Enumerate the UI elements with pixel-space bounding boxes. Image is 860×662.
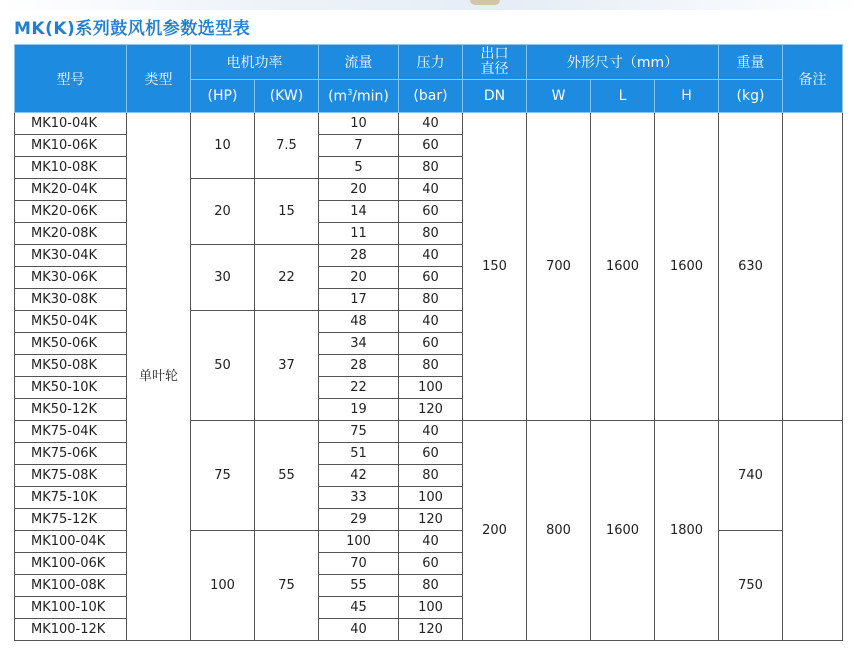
flow-cell: 19 [319, 399, 399, 421]
model-cell: MK20-08K [15, 223, 127, 245]
hp-cell: 75 [191, 421, 255, 531]
flow-cell: 100 [319, 531, 399, 553]
flow-cell: 20 [319, 267, 399, 289]
model-cell: MK30-04K [15, 245, 127, 267]
model-cell: MK75-06K [15, 443, 127, 465]
flow-cell: 7 [319, 135, 399, 157]
kw-cell: 22 [255, 245, 319, 311]
flow-cell: 20 [319, 179, 399, 201]
type-cell: 单叶轮 [127, 113, 191, 641]
model-cell: MK75-04K [15, 421, 127, 443]
pressure-cell: 40 [399, 179, 463, 201]
flow-cell: 29 [319, 509, 399, 531]
header-w: W [527, 80, 591, 113]
flow-cell: 75 [319, 421, 399, 443]
flow-cell: 17 [319, 289, 399, 311]
hp-cell: 50 [191, 311, 255, 421]
flow-cell: 45 [319, 597, 399, 619]
pressure-cell: 80 [399, 157, 463, 179]
header-bar: (bar) [399, 80, 463, 113]
hp-cell: 30 [191, 245, 255, 311]
flow-cell: 10 [319, 113, 399, 135]
kw-cell: 55 [255, 421, 319, 531]
model-cell: MK100-04K [15, 531, 127, 553]
h-cell: 1600 [655, 113, 719, 421]
flow-cell: 42 [319, 465, 399, 487]
model-cell: MK50-08K [15, 355, 127, 377]
flow-cell: 51 [319, 443, 399, 465]
model-cell: MK100-12K [15, 619, 127, 641]
flow-cell: 48 [319, 311, 399, 333]
pressure-cell: 60 [399, 443, 463, 465]
model-cell: MK100-08K [15, 575, 127, 597]
flow-cell: 34 [319, 333, 399, 355]
page-title: MK(K)系列鼓风机参数选型表 [14, 19, 251, 39]
header-remarks: 备注 [783, 45, 843, 113]
remarks-cell [783, 421, 843, 641]
kw-cell: 15 [255, 179, 319, 245]
header-kw: (KW) [255, 80, 319, 113]
pressure-cell: 60 [399, 201, 463, 223]
header-outlet-diameter: 出口直径 [463, 45, 527, 80]
l-cell: 1600 [591, 113, 655, 421]
model-cell: MK50-12K [15, 399, 127, 421]
model-cell: MK75-08K [15, 465, 127, 487]
hp-cell: 100 [191, 531, 255, 641]
flow-cell: 40 [319, 619, 399, 641]
pressure-cell: 60 [399, 333, 463, 355]
pressure-cell: 100 [399, 377, 463, 399]
model-cell: MK10-08K [15, 157, 127, 179]
header-model: 型号 [15, 45, 127, 113]
flow-cell: 22 [319, 377, 399, 399]
pressure-cell: 60 [399, 135, 463, 157]
pressure-cell: 40 [399, 421, 463, 443]
pressure-cell: 80 [399, 289, 463, 311]
model-cell: MK50-10K [15, 377, 127, 399]
pressure-cell: 80 [399, 223, 463, 245]
header-dn: DN [463, 80, 527, 113]
table-row [15, 113, 843, 135]
h-cell: 1800 [655, 421, 719, 641]
pressure-cell: 40 [399, 245, 463, 267]
header-type: 类型 [127, 45, 191, 113]
model-cell: MK10-06K [15, 135, 127, 157]
hp-cell: 20 [191, 179, 255, 245]
weight-cell: 630 [719, 113, 783, 421]
remarks-cell [783, 113, 843, 421]
pressure-cell: 40 [399, 531, 463, 553]
pressure-cell: 120 [399, 619, 463, 641]
pressure-cell: 40 [399, 311, 463, 333]
header-motor-power: 电机功率 [191, 45, 319, 80]
flow-cell: 28 [319, 355, 399, 377]
model-cell: MK30-08K [15, 289, 127, 311]
model-cell: MK100-06K [15, 553, 127, 575]
spec-table [14, 44, 843, 641]
pressure-cell: 100 [399, 597, 463, 619]
dn-cell: 200 [463, 421, 527, 641]
hp-cell: 10 [191, 113, 255, 179]
model-cell: MK10-04K [15, 113, 127, 135]
model-cell: MK75-12K [15, 509, 127, 531]
flow-cell: 55 [319, 575, 399, 597]
kw-cell: 37 [255, 311, 319, 421]
kw-cell: 75 [255, 531, 319, 641]
model-cell: MK30-06K [15, 267, 127, 289]
pressure-cell: 60 [399, 553, 463, 575]
header-flow: 流量 [319, 45, 399, 80]
pressure-cell: 80 [399, 355, 463, 377]
pressure-cell: 120 [399, 399, 463, 421]
model-cell: MK20-06K [15, 201, 127, 223]
header-flow-unit: $(m^3/\min)$ [319, 80, 399, 113]
header-kg: (kg) [719, 80, 783, 113]
header-dimensions: 外形尺寸（mm） [527, 45, 719, 80]
pressure-cell: 60 [399, 267, 463, 289]
header-h: H [655, 80, 719, 113]
flow-cell: 11 [319, 223, 399, 245]
w-cell: 700 [527, 113, 591, 421]
flow-cell: 14 [319, 201, 399, 223]
weight-cell: 750 [719, 531, 783, 641]
model-cell: MK50-06K [15, 333, 127, 355]
pressure-cell: 40 [399, 113, 463, 135]
top-decoration [470, 0, 500, 5]
flow-cell: 70 [319, 553, 399, 575]
header-l: L [591, 80, 655, 113]
l-cell: 1600 [591, 421, 655, 641]
model-cell: MK100-10K [15, 597, 127, 619]
model-cell: MK75-10K [15, 487, 127, 509]
model-cell: MK50-04K [15, 311, 127, 333]
header-hp: (HP) [191, 80, 255, 113]
kw-cell: 7.5 [255, 113, 319, 179]
pressure-cell: 80 [399, 465, 463, 487]
weight-cell: 740 [719, 421, 783, 531]
pressure-cell: 120 [399, 509, 463, 531]
dn-cell: 150 [463, 113, 527, 421]
w-cell: 800 [527, 421, 591, 641]
flow-cell: 28 [319, 245, 399, 267]
header-weight: 重量 [719, 45, 783, 80]
pressure-cell: 80 [399, 575, 463, 597]
header-pressure: 压力 [399, 45, 463, 80]
top-banner-strip [0, 0, 860, 10]
flow-cell: 5 [319, 157, 399, 179]
model-cell: MK20-04K [15, 179, 127, 201]
pressure-cell: 100 [399, 487, 463, 509]
flow-cell: 33 [319, 487, 399, 509]
